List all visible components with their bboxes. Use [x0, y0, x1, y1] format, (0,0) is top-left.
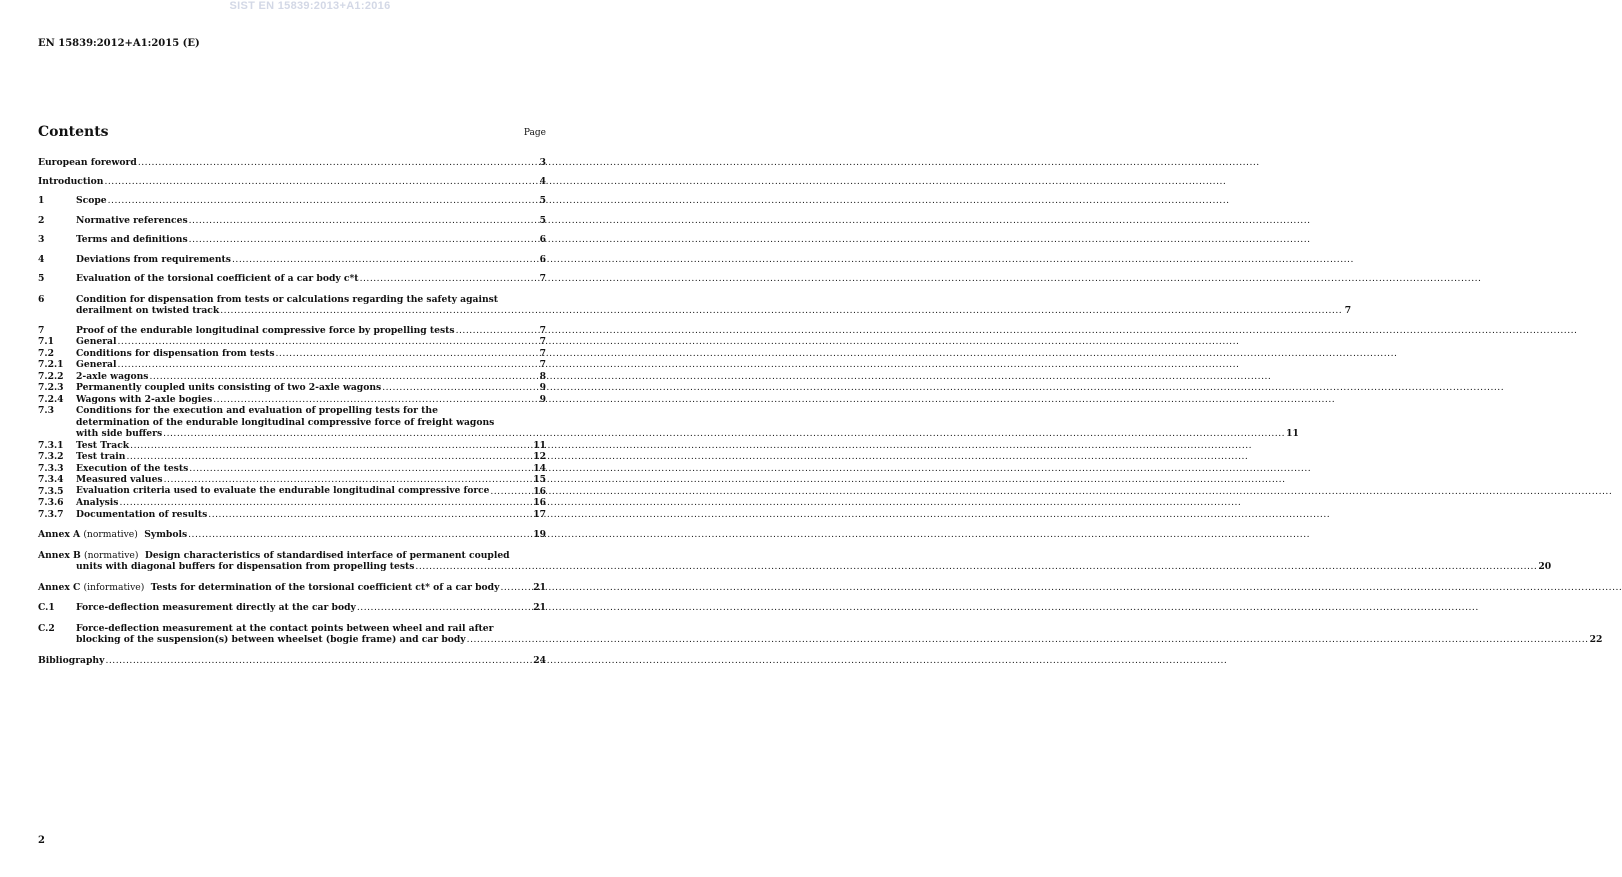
- table-of-contents: [38, 157, 1603, 666]
- toc-entry-european-foreword[interactable]: [38, 157, 546, 169]
- toc-entry-7-2-1[interactable]: [38, 359, 546, 371]
- page-column-label: Page: [523, 128, 546, 138]
- toc-number: 7.3.3: [38, 462, 64, 474]
- annex-label: Annex C: [38, 581, 81, 593]
- toc-entry-introduction[interactable]: [38, 176, 546, 188]
- toc-number: 7.1: [38, 336, 54, 347]
- toc-entry-7-3[interactable]: [38, 405, 1299, 440]
- toc-entry-7-3-3[interactable]: [38, 463, 546, 475]
- toc-title-line-1: Design characteristics of standardised interface of permanent coupled: [144, 549, 510, 561]
- annex-kind: (informative): [83, 581, 145, 593]
- toc-page: 3: [539, 157, 546, 168]
- toc-page: 17: [533, 508, 546, 520]
- toc-entry-c-1[interactable]: [38, 602, 546, 614]
- annex-label: Annex A: [38, 529, 81, 540]
- toc-entry-7-2-2[interactable]: [38, 371, 546, 383]
- contents-heading: Contents: [38, 124, 109, 140]
- toc-number: C.2: [38, 622, 55, 634]
- toc-title: Introduction: [38, 175, 104, 187]
- toc-entry-7-3-5[interactable]: [38, 486, 546, 498]
- toc-entry-6[interactable]: [38, 293, 1352, 317]
- toc-page: 11: [533, 439, 546, 451]
- toc-entry-7[interactable]: [38, 325, 546, 337]
- toc-number: C.1: [38, 602, 55, 613]
- toc-number: 6: [38, 293, 45, 305]
- toc-number: 4: [38, 253, 45, 265]
- toc-entry-bibliography[interactable]: [38, 655, 546, 667]
- toc-title: Documentation of results: [76, 508, 208, 520]
- toc-title-line-2: derailment on twisted track: [76, 305, 220, 316]
- toc-entry-1[interactable]: [38, 195, 546, 207]
- toc-page: 16: [533, 485, 546, 497]
- toc-number: 7: [38, 324, 45, 336]
- toc-title: Execution of the tests: [76, 462, 189, 474]
- toc-title: Force-deflection measurement directly at the car body: [76, 602, 356, 613]
- toc-title: European foreword: [38, 157, 137, 168]
- toc-page: 20: [1538, 561, 1552, 572]
- toc-title-line-2: blocking of the suspension(s) between wheelset (bogie frame) and car body: [76, 634, 466, 645]
- toc-page: 8: [539, 370, 546, 382]
- toc-entry-7-1[interactable]: [38, 336, 546, 348]
- toc-title-line-1: Force-deflection measurement at the contact points between wheel and rail after: [76, 622, 494, 634]
- toc-number: 7.2.1: [38, 359, 64, 370]
- toc-title: Proof of the endurable longitudinal compressive force by propelling tests: [76, 324, 455, 336]
- toc-page: 15: [533, 474, 546, 485]
- toc-number: 7.3.5: [38, 485, 64, 497]
- toc-page: 14: [533, 462, 546, 474]
- toc-entry-7-2[interactable]: [38, 348, 546, 360]
- toc-entry-5[interactable]: [38, 273, 546, 285]
- toc-page: 6: [539, 234, 546, 245]
- toc-title-line-1: Condition for dispensation from tests or calculations regarding the safety against: [76, 293, 499, 305]
- toc-number: 1: [38, 195, 45, 206]
- toc-number: 7.3.4: [38, 474, 64, 485]
- toc-title: Test train: [76, 451, 126, 462]
- toc-number: 7.2.2: [38, 370, 64, 382]
- toc-title: Bibliography: [38, 654, 105, 666]
- toc-page: 5: [539, 214, 546, 226]
- toc-title: Wagons with 2-axle bogies: [76, 393, 213, 405]
- document-id: EN 15839:2012+A1:2015 (E): [38, 38, 200, 49]
- toc-number: 7.3.2: [38, 451, 64, 462]
- toc-entry-c-2[interactable]: [38, 622, 1603, 646]
- annex-kind: (normative): [83, 549, 139, 561]
- page-number: 2: [38, 835, 45, 846]
- toc-title-line-3: with side buffers: [76, 428, 163, 439]
- toc-title: Evaluation of the torsional coefficient of a car body c*t: [76, 273, 359, 284]
- toc-title: Measured values: [76, 474, 163, 485]
- toc-page: 9: [539, 382, 546, 393]
- toc-number: 7.2: [38, 347, 54, 359]
- toc-number: 3: [38, 234, 45, 245]
- toc-number: 7.3: [38, 405, 54, 416]
- toc-page: 19: [533, 529, 546, 540]
- toc-page: 12: [533, 451, 546, 462]
- toc-title: Evaluation criteria used to evaluate the endurable longitudinal compressive force: [76, 485, 490, 496]
- toc-entry-2[interactable]: [38, 215, 546, 227]
- toc-title-line-2: units with diagonal buffers for dispensation from propelling tests: [76, 561, 415, 572]
- toc-title-line-2: determination of the endurable longitudinal compressive force of freight wagons: [76, 416, 495, 428]
- toc-entry-annex-c[interactable]: [38, 582, 546, 594]
- toc-page: 4: [539, 175, 546, 187]
- toc-title: Analysis: [76, 497, 119, 508]
- toc-page: 5: [539, 195, 546, 206]
- toc-page: 24: [533, 654, 546, 666]
- toc-number: 7.3.6: [38, 497, 64, 508]
- toc-title-line-1: Conditions for the execution and evaluation of propelling tests for the: [76, 405, 438, 416]
- toc-number: 2: [38, 214, 45, 226]
- toc-title: General: [76, 336, 117, 347]
- toc-entry-7-2-4[interactable]: [38, 394, 546, 406]
- toc-number: 7.2.3: [38, 382, 64, 393]
- toc-page: 7: [539, 347, 546, 359]
- toc-entry-annex-a[interactable]: [38, 529, 546, 541]
- toc-title: General: [76, 359, 117, 370]
- toc-title: Symbols: [144, 529, 188, 540]
- toc-entry-7-3-7[interactable]: [38, 509, 546, 521]
- toc-page: 21: [533, 581, 546, 593]
- toc-page: 6: [539, 253, 546, 265]
- toc-entry-7-3-6[interactable]: [38, 497, 546, 509]
- toc-title: Deviations from requirements: [76, 253, 231, 265]
- toc-title: Conditions for dispensation from tests: [76, 347, 275, 359]
- toc-page: 16: [533, 497, 546, 508]
- toc-title: Terms and definitions: [76, 234, 188, 245]
- toc-entry-7-3-2[interactable]: [38, 451, 546, 463]
- toc-title: 2-axle wagons: [76, 370, 149, 382]
- annex-kind: (normative): [83, 529, 138, 540]
- toc-title: Scope: [76, 195, 107, 206]
- toc-page: 7: [539, 359, 546, 370]
- toc-entry-7-2-3[interactable]: [38, 382, 546, 394]
- toc-page: 21: [533, 602, 546, 613]
- toc-page: 7: [539, 273, 546, 284]
- toc-entry-3[interactable]: [38, 234, 546, 246]
- toc-page: 9: [539, 393, 546, 405]
- toc-number: 7.3.1: [38, 439, 64, 451]
- toc-title: Test Track: [76, 439, 130, 451]
- toc-entry-4[interactable]: [38, 254, 546, 266]
- watermark: SIST EN 15839:2013+A1:2016: [229, 0, 391, 12]
- toc-page: 7: [539, 336, 546, 347]
- toc-title: Normative references: [76, 214, 188, 226]
- toc-number: 5: [38, 273, 45, 284]
- toc-title: Permanently coupled units consisting of two 2-axle wagons: [76, 382, 382, 393]
- toc-page: 22: [1589, 634, 1603, 645]
- toc-title: Tests for determination of the torsional coefficient ct* of a car body: [150, 581, 500, 593]
- toc-page: 7: [1344, 305, 1352, 316]
- toc-entry-7-3-1[interactable]: [38, 440, 546, 452]
- toc-entry-7-3-4[interactable]: [38, 474, 546, 486]
- annex-label: Annex B: [38, 549, 81, 561]
- toc-entry-annex-b[interactable]: [38, 549, 1552, 573]
- toc-page: 11: [1286, 428, 1299, 439]
- toc-page: 7: [539, 324, 546, 336]
- toc-number: 7.2.4: [38, 393, 64, 405]
- toc-number: 7.3.7: [38, 508, 64, 520]
